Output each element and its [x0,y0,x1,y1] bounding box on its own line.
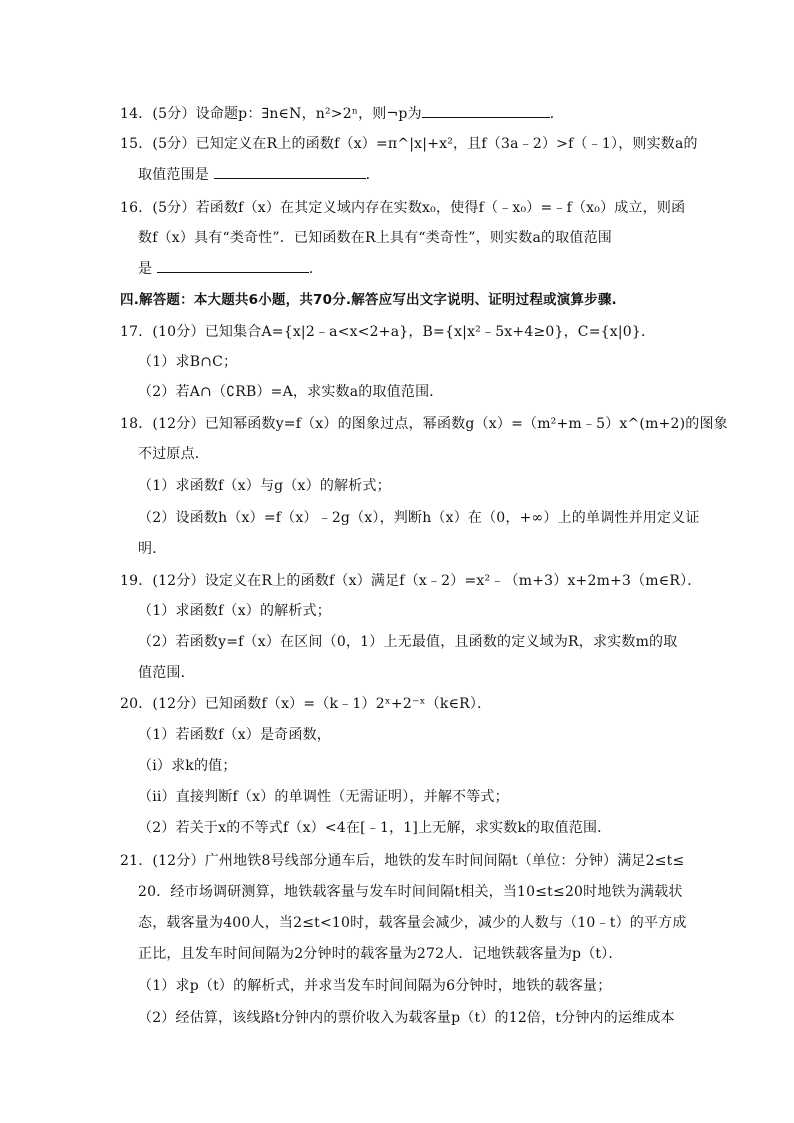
question-21-part1 [138,976,611,996]
question-16-cont [138,228,612,248]
question-21-part1-text: （1）求p（t）的解析式，并求当发车时间间隔为6分钟时，地铁的载客量； [138,978,612,994]
question-20-part1-i [138,756,237,776]
question-16-cont2 [138,258,323,279]
question-14-tail: ． [549,106,564,122]
question-20 [120,694,491,714]
question-16-cont2-text: 是 [138,261,157,277]
question-17-text: 17．(10分）已知集合A={x|2﹣a<x<2+a}，B={x|x²﹣5x+4≥0}，C={x|0}． [120,324,656,340]
question-18-part2-cont-text: 明． [138,541,167,557]
question-18-cont [138,444,209,464]
question-16-text: 16．(5分）若函数f（x）在其定义域内存在实数x₀，使得f（﹣x₀）=﹣f（x₀）成立，则函 [120,200,686,216]
question-15-text: 15．(5分）已知定义在R上的函数f（x）=π^|x|+x²，且f（3a﹣2）>f（﹣1），则实数a的 [120,136,698,152]
answer-blank[interactable] [422,103,550,118]
question-21-cont1 [138,882,683,902]
question-21-cont3-text: 正比，且发车时间间隔为2分钟时的载客量为272人．记地铁载客量为p（t）． [138,946,623,962]
question-15-tail: ． [365,167,380,183]
question-18-part2-text: （2）设函数h（x）=f（x）﹣2g（x），判断h（x）在（0，+∞）上的单调性并用定义证 [138,510,700,526]
question-21-part2 [138,1008,675,1028]
question-15 [120,134,698,154]
question-19-part2-cont [138,663,195,683]
section-heading [120,290,617,310]
question-19 [120,571,701,591]
question-20-part2-text: （2）若关于x的不等式f（x）<4在[﹣1，1]上无解，求实数k的取值范围． [138,820,612,836]
question-21-cont2-text: 态，载客量为400人，当2≤t<10时，载客量会减少，减少的人数与（10﹣t）的平方成 [138,915,687,931]
question-19-part2 [138,632,677,652]
question-15-cont [138,164,380,185]
question-20-part1-ii-text: （ii）直接判断f（x）的单调性（无需证明），并解不等式； [138,789,509,805]
question-20-part1-i-text: （i）求k的值； [138,758,237,774]
question-14-text: 14．(5分）设命题p：∃n∈N，n²>2ⁿ，则¬p为 [120,106,422,122]
question-21-text: 21．(12分）广州地铁8号线部分通车后，地铁的发车时间间隔t（单位：分钟）满足2≤t≤ [120,853,685,869]
question-21-cont3 [138,944,623,964]
question-19-part1-text: （1）求函数f（x）的解析式； [138,603,331,619]
question-18-part1 [138,476,391,496]
question-17-part1 [138,352,237,372]
question-17-part1-text: （1）求B∩C； [138,354,238,370]
question-16-tail: ． [308,261,324,277]
question-14 [120,103,564,124]
question-20-part1-ii [138,787,509,807]
question-21-part2-text: （2）经估算，该线路t分钟内的票价收入为载客量p（t）的12倍，t分钟内的运维成本 [138,1010,675,1026]
question-19-part1 [138,601,331,621]
question-19-text: 19．(12分）设定义在R上的函数f（x）满足f（x﹣2）=x²﹣（m+3）x+2m+3（m∈R）． [120,573,702,589]
question-17-part2 [138,382,443,402]
question-19-part2-text: （2）若函数y=f（x）在区间（0，1）上无最值，且函数的定义域为R，求实数m的取 [138,634,678,650]
question-21-cont1-text: 20．经市场调研测算，地铁载客量与发车时间间隔t相关，当10≤t≤20时地铁为满载状 [138,884,683,900]
question-15-cont-text: 取值范围是 [138,167,214,183]
question-16 [120,198,685,218]
question-20-part2 [138,818,611,838]
question-20-part1-text: （1）若函数f（x）是奇函数， [138,727,331,743]
question-20-part1 [138,725,331,745]
answer-blank[interactable] [214,164,366,179]
question-19-part2-cont-text: 值范围． [138,665,195,681]
question-18-part2 [138,508,700,528]
question-17-part2-text: （2）若A∩（∁RB）=A，求实数a的取值范围． [138,384,444,400]
question-21 [120,851,684,871]
question-18-part2-cont [138,539,166,559]
question-16-cont-text: 数f（x）具有“类奇性”．已知函数在R上具有“类奇性”，则实数a的取值范围 [138,230,612,246]
question-18 [120,414,728,434]
question-20-text: 20．(12分）已知函数f（x）=（k﹣1）2ˣ+2⁻ˣ（k∈R）． [120,696,492,712]
question-18-text: 18．(12分）已知幂函数y=f（x）的图象过点，幂函数g（x）=（m²+m﹣5）x^(m+2)的图象 [120,416,728,432]
question-21-cont2 [138,913,687,933]
answer-blank[interactable] [157,258,309,273]
question-18-part1-text: （1）求函数f（x）与g（x）的解析式； [138,478,391,494]
section-heading-text: 四.解答题：本大题共6小题，共70分.解答应写出文字说明、证明过程或演算步骤. [120,292,617,308]
question-17 [120,322,655,342]
question-18-cont-text: 不过原点． [138,446,209,462]
